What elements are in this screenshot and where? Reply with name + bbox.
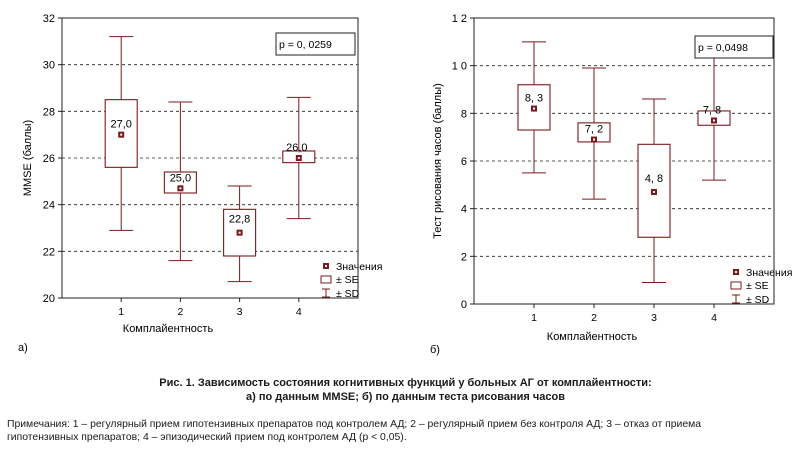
- y-tick-label: 24: [42, 199, 55, 212]
- mean-value-label: 7, 2: [584, 123, 604, 136]
- y-tick-label: 1 2: [451, 13, 467, 25]
- legend-mean-dot: [325, 265, 327, 267]
- legend-se-label: ± SE: [746, 280, 769, 292]
- y-tick-label: 28: [42, 106, 55, 119]
- mean-marker-dot: [713, 119, 715, 121]
- mean-value-label: 8, 3: [524, 92, 544, 105]
- y-axis-title: Тест рисования часов (баллы): [432, 83, 444, 239]
- legend-mean-label: Значения: [336, 261, 383, 273]
- mean-marker-dot: [653, 191, 655, 193]
- y-tick-label: 26: [42, 153, 55, 165]
- mean-marker-dot: [533, 108, 535, 110]
- x-tick-label: 1: [118, 306, 125, 318]
- x-tick-label: 4: [711, 312, 717, 324]
- legend-mean-dot: [735, 271, 737, 273]
- legend-se-label: ± SE: [336, 274, 359, 286]
- note-line2: гипотензивных препаратов; 4 – эпизодический прием под контролем АД (р < 0,05).: [7, 432, 407, 443]
- mean-value-label: 25,0: [169, 172, 192, 185]
- x-axis-title: Комплайентность: [122, 323, 214, 335]
- legend-se-swatch: [731, 282, 741, 289]
- mean-marker-dot: [179, 187, 181, 189]
- y-tick-label: 6: [460, 156, 467, 168]
- y-tick-label: 32: [42, 13, 55, 25]
- legend-sd-label: ± SD: [336, 288, 360, 300]
- p-value-text: р = 0,0498: [698, 42, 748, 54]
- mean-value-label: 4, 8: [644, 172, 664, 185]
- y-tick-label: 22: [42, 246, 55, 259]
- mean-value-label: 26,0: [286, 142, 308, 154]
- x-tick-label: 1: [531, 312, 537, 324]
- mean-marker-dot: [298, 157, 300, 159]
- y-tick-label: 20: [42, 293, 55, 305]
- chart-panel-2: [430, 13, 792, 356]
- legend: [731, 267, 792, 306]
- legend: [321, 261, 382, 300]
- x-axis-title: Комплайентность: [546, 331, 638, 343]
- figure-caption-line1: Рис. 1. Зависимость состояния когнитивных функций у больных АГ от комплайентности:: [159, 377, 652, 389]
- x-tick-label: 2: [591, 312, 597, 324]
- mean-marker-dot: [239, 232, 241, 234]
- legend-se-swatch: [321, 276, 331, 283]
- p-value-text: р = 0, 0259: [279, 39, 332, 51]
- mean-marker-dot: [120, 134, 122, 136]
- y-tick-label: 0: [460, 299, 467, 311]
- mean-value-label: 7, 8: [702, 104, 722, 117]
- x-tick-label: 3: [651, 312, 657, 324]
- legend-sd-label: ± SD: [746, 294, 770, 306]
- x-tick-label: 3: [236, 306, 243, 318]
- chart-panel-1: [18, 13, 382, 354]
- panel-label: а): [18, 342, 28, 354]
- y-tick-label: 4: [460, 203, 467, 216]
- legend-mean-label: Значения: [746, 267, 793, 279]
- note-line1: Примечания: 1 – регулярный прием гипотензивных препаратов под контролем АД; 2 – регулярный прием без контроля АД; 3 – отказ от приема: [7, 419, 702, 430]
- mean-value-label: 22,8: [228, 213, 251, 226]
- mean-marker-dot: [593, 139, 595, 141]
- figure-caption-line2: а) по данным MMSE; б) по данным теста рисования часов: [246, 391, 565, 403]
- y-tick-label: 8: [460, 108, 467, 121]
- y-axis-title: MMSE (баллы): [22, 119, 34, 197]
- y-tick-label: 30: [42, 59, 55, 72]
- panel-label: б): [430, 344, 440, 356]
- y-tick-label: 1 0: [451, 60, 467, 73]
- x-tick-label: 4: [295, 306, 302, 318]
- mean-value-label: 27,0: [110, 118, 132, 131]
- y-tick-label: 2: [460, 251, 467, 264]
- x-tick-label: 2: [177, 306, 184, 318]
